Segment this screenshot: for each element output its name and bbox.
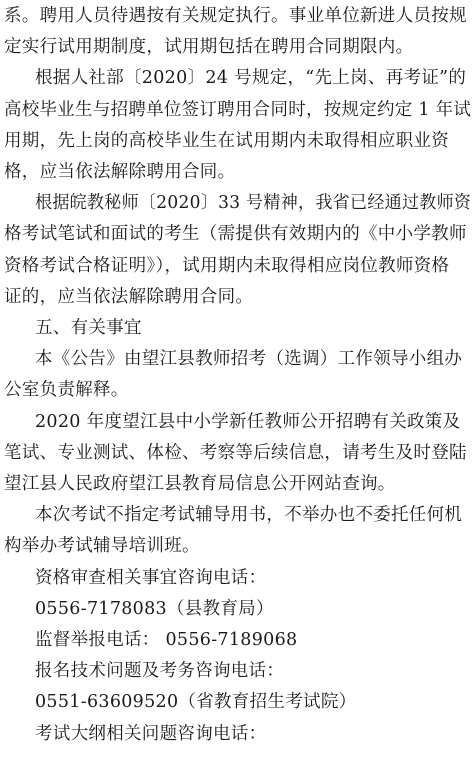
text-line: 公室负责解释。 (4, 380, 129, 401)
text-line: 证的，应当依法解除聘用合同。 (4, 286, 254, 307)
text-line: 系。聘用人员待遇按有关规定执行。事业单位新进人员按规 (4, 6, 467, 26)
contact-heading: 考试大纲相关问题咨询电话： (35, 723, 267, 744)
contact-heading: 报名技术问题及考务咨询电话： (35, 661, 285, 682)
text-line: 望江县人民政府望江县教育局信息公开网站查询。 (4, 474, 396, 494)
paragraph-start-line: 本《公告》由望江县教师招考（选调）工作领导小组办 (35, 349, 463, 370)
text-line: 资格考试合格证明》），试用期内未取得相应岗位教师资格 (4, 255, 450, 276)
text-line: 构举办考试辅导培训班。 (4, 536, 200, 557)
paragraph-start-line: 本次考试不指定考试辅导用书，不举办也不委托任何机 (35, 505, 463, 526)
paragraph-start-line: 2020 年度望江县中小学新任教师公开招聘有关政策及 (35, 411, 461, 432)
text-line: 高校毕业生与招聘单位签订聘用合同时，按规定约定 1 年试 (4, 99, 472, 120)
text-line: 笔试、专业测试、体检、考察等后续信息，请考生及时登陆 (4, 442, 467, 463)
text-line: 格，应当依法解除聘用合同。 (4, 162, 236, 182)
text-line: 用期，先上岗的高校毕业生在试用期内未取得相应职业资 (4, 130, 449, 151)
text-line: 格考试笔试和面试的考生（需提供有效期内的《中小学教师 (4, 224, 467, 245)
paragraph-start-line: 根据人社部〔2020〕24 号规定，“先上岗、再考证”的 (35, 68, 467, 89)
text-line: 定实行试用期制度，试用期包括在聘用合同期限内。 (4, 37, 414, 58)
contact-phone: 0551-63609520（省教育招生考试院） (35, 692, 357, 713)
contact-phone: 0556-7178083（县教育局） (35, 598, 274, 619)
section-heading: 五、有关事宜 (35, 318, 142, 338)
contact-heading: 资格审查相关事宜咨询电话： (35, 567, 267, 588)
contact-phone: 监督举报电话： 0556-7189068 (35, 630, 298, 650)
paragraph-start-line: 根据皖教秘师〔2020〕33 号精神，我省已经通过教师资 (35, 193, 472, 214)
